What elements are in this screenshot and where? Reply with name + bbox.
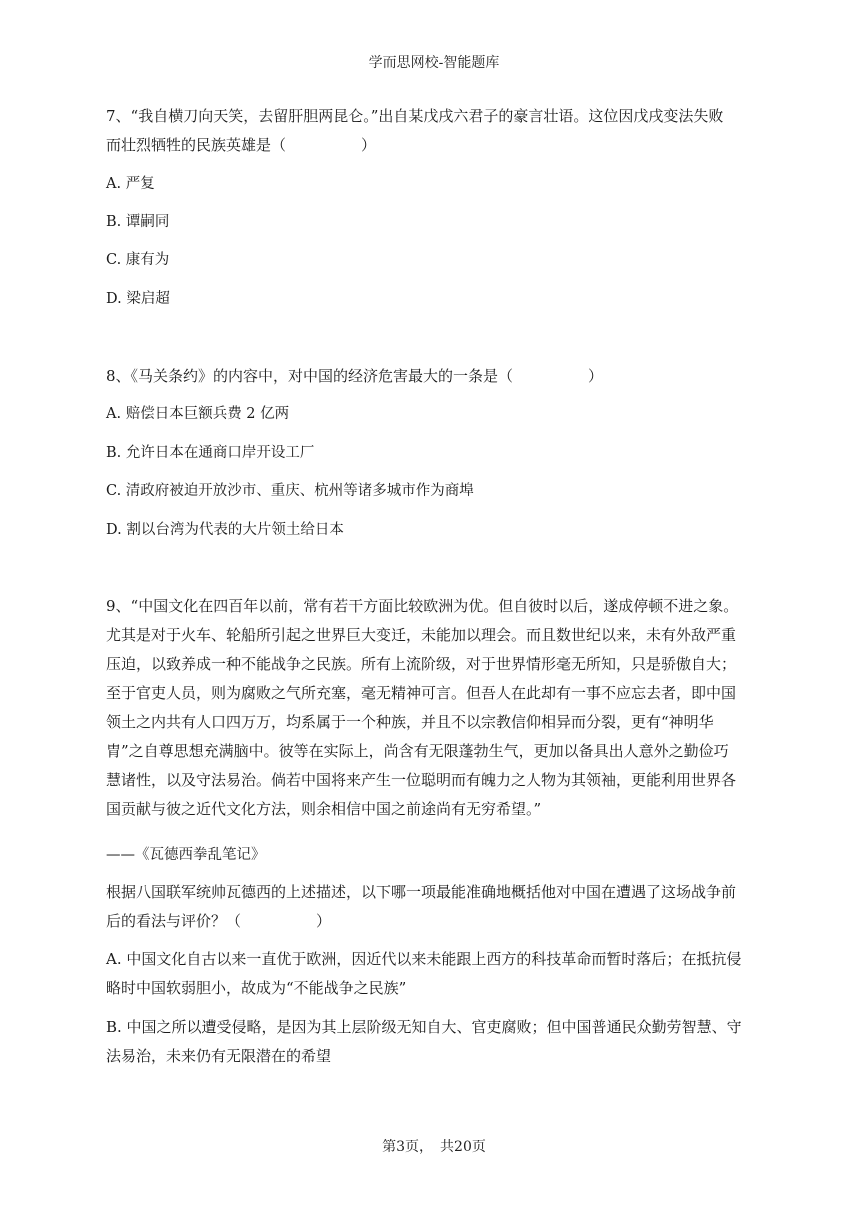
q9-source: ——《瓦德西拳乱笔记》 — [106, 847, 266, 863]
q9-passage-line4: 至于官吏人员，则为腐败之气所充塞，毫无精神可言。但吾人在此却有一事不应忘去者，即中国 — [106, 684, 737, 702]
q8-option-a: A. 赔偿日本巨额兵费 2 亿两 — [106, 406, 290, 422]
q7-option-a: A. 严复 — [106, 176, 155, 192]
page-footer: 第3页， 共20页 — [382, 1139, 486, 1155]
q9-passage-line3: 压迫，以致养成一种不能战争之民族。所有上流阶级，对于世界情形毫无所知，只是骄傲自大； — [106, 655, 737, 673]
q8-option-d: D. 割以台湾为代表的大片领土给日本 — [106, 522, 344, 538]
q7-option-d: D. 梁启超 — [106, 291, 170, 307]
q9-passage-line5: 领土之内共有人口四万万，均系属于一个种族，并且不以宗教信仰相异而分裂，更有“神明华 — [106, 713, 714, 731]
q9-option-b-line1: B. 中国之所以遭受侵略，是因为其上层阶级无知自大、官吏腐败；但中国普通民众勤劳智慧、守 — [106, 1018, 742, 1036]
q9-option-b-line2: 法易治，未来仍有无限潜在的希望 — [106, 1047, 332, 1065]
q9-option-a-line2: 略时中国软弱胆小，故成为“不能战争之民族” — [106, 979, 407, 997]
q9-passage-line7: 慧诸性，以及守法易治。倘若中国将来产生一位聪明而有魄力之人物为其领袖，更能利用世界各 — [106, 771, 737, 789]
q7-option-b: B. 谭嗣同 — [106, 214, 170, 230]
q9-question-line1: 根据八国联军统帅瓦德西的上述描述，以下哪一项最能准确地概括他对中国在遭遇了这场战争前 — [106, 883, 737, 901]
q8-option-b: B. 允许日本在通商口岸开设工厂 — [106, 445, 315, 461]
q9-passage-line2: 尤其是对于火车、轮船所引起之世界巨大变迁，未能加以理会。而且数世纪以来，未有外敌严重 — [106, 626, 737, 644]
q7-stem-line2: 而壮烈牺牲的民族英雄是（ ） — [106, 136, 377, 154]
q7-option-c: C. 康有为 — [106, 252, 170, 268]
q9-question-line2: 后的看法与评价？（ ） — [106, 912, 332, 930]
q8-stem: 8、《马关条约》的内容中，对中国的经济危害最大的一条是（ ） — [106, 367, 604, 385]
q9-option-a-line1: A. 中国文化自古以来一直优于欧洲，因近代以来未能跟上西方的科技革命而暂时落后；在抵抗侵 — [106, 950, 742, 968]
q9-passage-line8: 国贡献与彼之近代文化方法，则余相信中国之前途尚有无穷希望。” — [106, 800, 542, 818]
q9-passage-line1: 9、“中国文化在四百年以前，常有若干方面比较欧洲为优。但自彼时以后，遂成停顿不进之象。 — [106, 597, 739, 615]
q9-passage-line6: 胄”之自尊思想充满脑中。彼等在实际上，尚含有无限蓬勃生气，更加以备具出人意外之勤俭巧 — [106, 742, 729, 760]
q8-option-c: C. 清政府被迫开放沙市、重庆、杭州等诸多城市作为商埠 — [106, 483, 474, 499]
q7-stem-line1: 7、“我自横刀向天笑，去留肝胆两昆仑。”出自某戊戌六君子的豪言壮语。这位因戊戌变法失败 — [106, 107, 724, 125]
page-header: 学而思网校-智能题库 — [368, 55, 500, 71]
